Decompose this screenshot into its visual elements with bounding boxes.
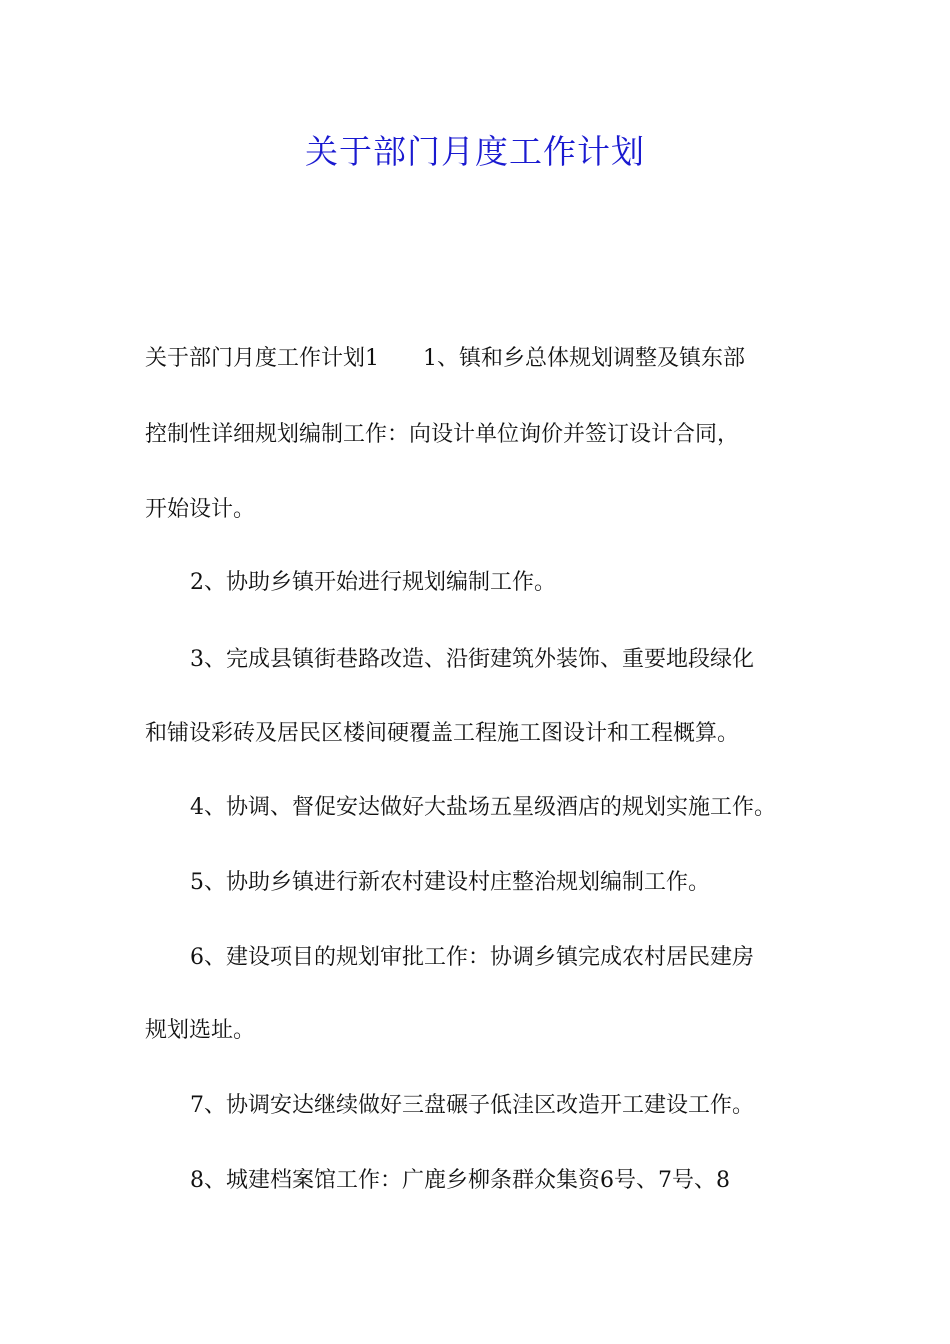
paragraph-3-line-1: 3、完成县镇街巷路改造、沿街建筑外装饰、重要地段绿化 <box>190 647 754 672</box>
paragraph-6-line-1: 6、建设项目的规划审批工作：协调乡镇完成农村居民建房 <box>190 945 754 970</box>
paragraph-7: 7、协调安达继续做好三盘碾子低洼区改造开工建设工作。 <box>190 1093 754 1118</box>
paragraph-1-line-2: 控制性详细规划编制工作：向设计单位询价并签订设计合同， <box>145 422 740 447</box>
paragraph-4: 4、协调、督促安达做好大盐场五星级酒店的规划实施工作。 <box>190 795 776 820</box>
paragraph-1-line-1: 关于部门月度工作计划1 1、镇和乡总体规划调整及镇东部 <box>145 346 745 371</box>
document-title: 关于部门月度工作计划 <box>305 132 645 171</box>
paragraph-3-line-2: 和铺设彩砖及居民区楼间硬覆盖工程施工图设计和工程概算。 <box>145 721 740 746</box>
paragraph-1-line-3: 开始设计。 <box>145 497 256 522</box>
paragraph-5: 5、协助乡镇进行新农村建设村庄整治规划编制工作。 <box>190 870 710 895</box>
paragraph-2: 2、协助乡镇开始进行规划编制工作。 <box>190 570 556 595</box>
paragraph-6-line-2: 规划选址。 <box>145 1018 256 1043</box>
paragraph-8: 8、城建档案馆工作：广鹿乡柳条群众集资6号、7号、8 <box>190 1168 730 1193</box>
